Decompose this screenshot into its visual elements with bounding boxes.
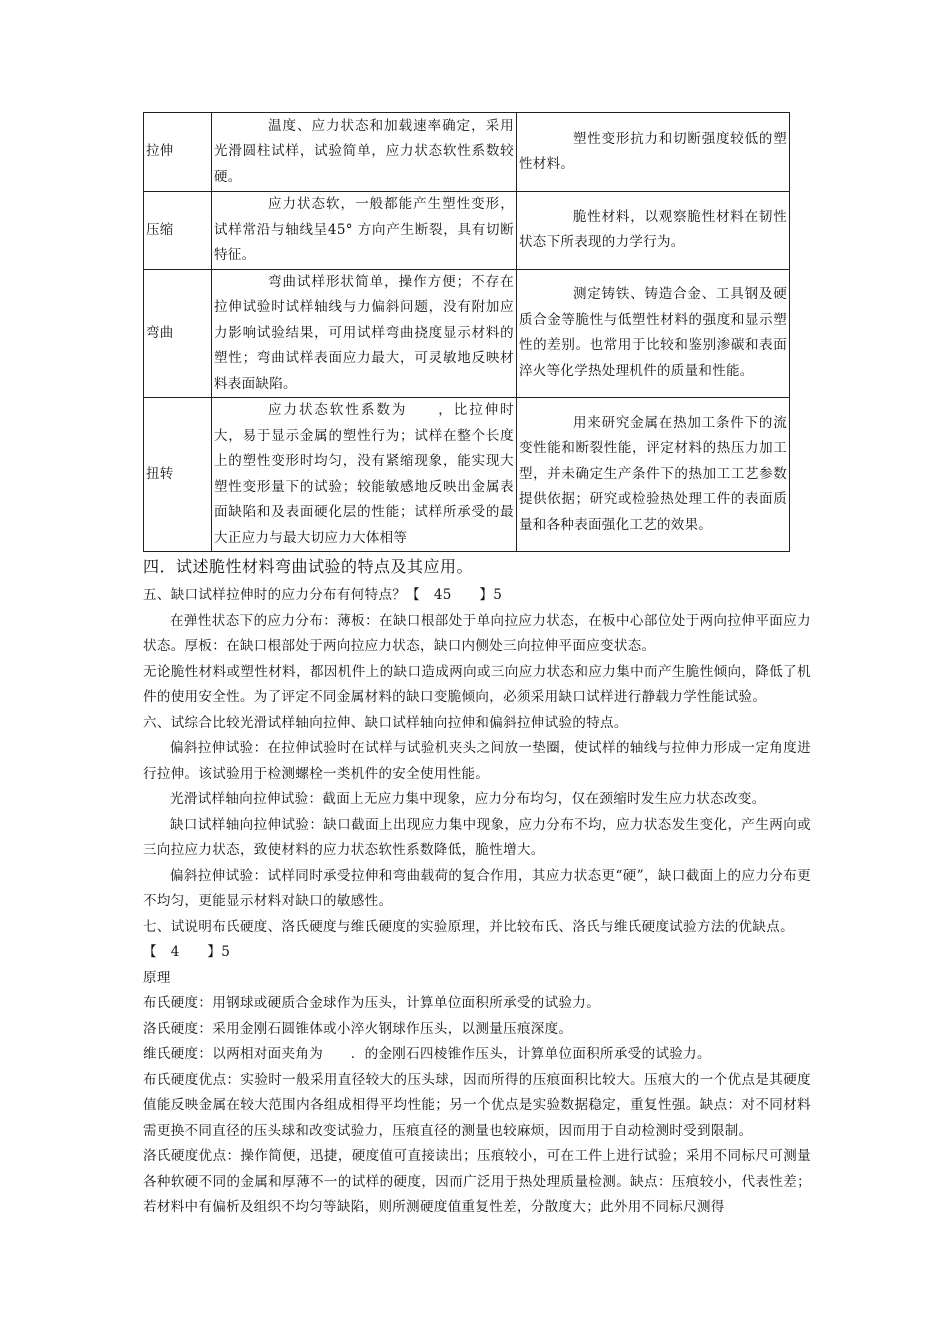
test-application: 脆性材料，以观察脆性材料在韧性状态下所表现的力学行为。 xyxy=(517,192,790,270)
table-row xyxy=(144,269,790,398)
paragraph: 偏斜拉伸试验：试样同时承受拉伸和弯曲载荷的复合作用，其应力状态更“硬”，缺口截面上的应力分布更不均匀，更能显示材料对缺口的敏感性。 xyxy=(143,867,811,909)
question-7-title: 七、试说明布氏硬度、洛氏硬度与维氏硬度的实验原理，并比较布氏、洛氏与维氏硬度试验方法的优缺点。 xyxy=(143,918,794,935)
question-5-title: 五、缺口试样拉伸时的应力分布有何特点？【 45 】5 xyxy=(143,587,503,603)
question-4-heading: 四．试述脆性材料弯曲试验的特点及其应用。 xyxy=(143,557,474,576)
paragraph: 布氏硬度：用钢球或硬质合金球作为压头，计算单位面积所承受的试验力。 xyxy=(143,995,601,1011)
paragraph: 无论脆性材料或塑性材料，都因机件上的缺口造成两向或三向应力状态和应力集中而产生脆性倾向，降低了机件的使用安全性。为了评定不同金属材料的缺口变脆倾向，必须采用缺口试样进行静载力学性能试验。 xyxy=(143,663,811,705)
question-7-reference: 【 4 】5 xyxy=(143,944,231,960)
test-comparison-table xyxy=(143,112,790,552)
test-name: 压缩 xyxy=(144,192,212,270)
test-name: 扭转 xyxy=(144,398,212,552)
test-characteristics: 应力状态软，一般都能产生塑性变形，试样常沿与轴线呈45° 方向产生断裂，具有切断特征。 xyxy=(212,192,517,270)
table-row xyxy=(144,398,790,552)
paragraph: 在弹性状态下的应力分布：薄板：在缺口根部处于单向拉应力状态，在板中心部位处于两向拉伸平面应力状态。厚板：在缺口根部处于两向拉应力状态，缺口内侧处三向拉伸平面应变状态。 xyxy=(143,612,811,654)
paragraph: 偏斜拉伸试验：在拉伸试验时在试样与试验机夹头之间放一垫圈，使试样的轴线与拉伸力形成一定角度进行拉伸。该试验用于检测螺栓一类机件的安全使用性能。 xyxy=(143,740,811,782)
paragraph: 光滑试样轴向拉伸试验：截面上无应力集中现象，应力分布均匀，仅在颈缩时发生应力状态改变。 xyxy=(170,791,766,807)
table-row xyxy=(144,192,790,270)
test-name: 拉伸 xyxy=(144,113,212,192)
paragraph: 原理 xyxy=(143,969,171,986)
test-application: 测定铸铁、铸造合金、工具钢及硬质合金等脆性与低塑性材料的强度和显示塑性的差别。也常用于比较和鉴别渗碳和表面淬火等化学热处理机件的质量和性能。 xyxy=(517,269,790,398)
table-row xyxy=(144,113,790,192)
test-application: 塑性变形抗力和切断强度较低的塑性材料。 xyxy=(517,113,790,192)
test-characteristics: 应力状态软性系数为 ，比拉伸时大，易于显示金属的塑性行为；试样在整个长度上的塑性变形时均匀，没有紧缩现象，能实现大塑性变形量下的试验；较能敏感地反映出金属表面缺陷和及表面硬化层的性能；试样所承受的最大正应力与最大切应力大体相等 xyxy=(212,398,517,552)
paragraph: 洛氏硬度：采用金刚石圆锥体或小淬火钢球作压头，以测量压痕深度。 xyxy=(143,1020,573,1037)
document-page xyxy=(143,112,811,1221)
paragraph: 维氏硬度：以两相对面夹角为 ．的金刚石四棱锥作压头，计算单位面积所承受的试验力。 xyxy=(143,1046,711,1062)
test-characteristics: 弯曲试样形状简单，操作方便；不存在拉伸试验时试样轴线与力偏斜问题，没有附加应力影响试验结果，可用试样弯曲挠度显示材料的塑性；弯曲试样表面应力最大，可灵敏地反映材料表面缺陷。 xyxy=(212,269,517,398)
paragraph: 缺口试样轴向拉伸试验：缺口截面上出现应力集中现象，应力分布不均，应力状态发生变化，产生两向或三向拉应力状态，致使材料的应力状态软性系数降低，脆性增大。 xyxy=(143,816,811,858)
test-application: 用来研究金属在热加工条件下的流变性能和断裂性能，评定材料的热压力加工型，并未确定生产条件下的热加工工艺参数提供依据；研究或检验热处理工件的表面质量和各种表面强化工艺的效果。 xyxy=(517,398,790,552)
paragraph: 布氏硬度优点：实验时一般采用直径较大的压头球，因而所得的压痕面积比较大。压痕大的一个优点是其硬度值能反映金属在较大范围内各组成相得平均性能；另一个优点是实验数据稳定，重复性强。缺点：对不同材料需更换不同直径的压头球和改变试验力，压痕直径的测量也较麻烦，因而用于自动检测时受到限制。 xyxy=(143,1071,811,1139)
test-name: 弯曲 xyxy=(144,269,212,398)
test-characteristics: 温度、应力状态和加载速率确定，采用光滑圆柱试样，试验简单，应力状态软性系数较硬。 xyxy=(212,113,517,192)
question-6-title: 六、试综合比较光滑试样轴向拉伸、缺口试样轴向拉伸和偏斜拉伸试验的特点。 xyxy=(143,714,628,731)
paragraph: 洛氏硬度优点：操作简便，迅捷，硬度值可直接读出；压痕较小，可在工件上进行试验；采用不同标尺可测量各种软硬不同的金属和厚薄不一的试样的硬度，因而广泛用于热处理质量检测。缺点：压痕较小，代表性差；若材料中有偏析及组织不均匀等缺陷，则所测硬度值重复性差，分散度大；此外用不同标尺测得 xyxy=(143,1148,811,1215)
